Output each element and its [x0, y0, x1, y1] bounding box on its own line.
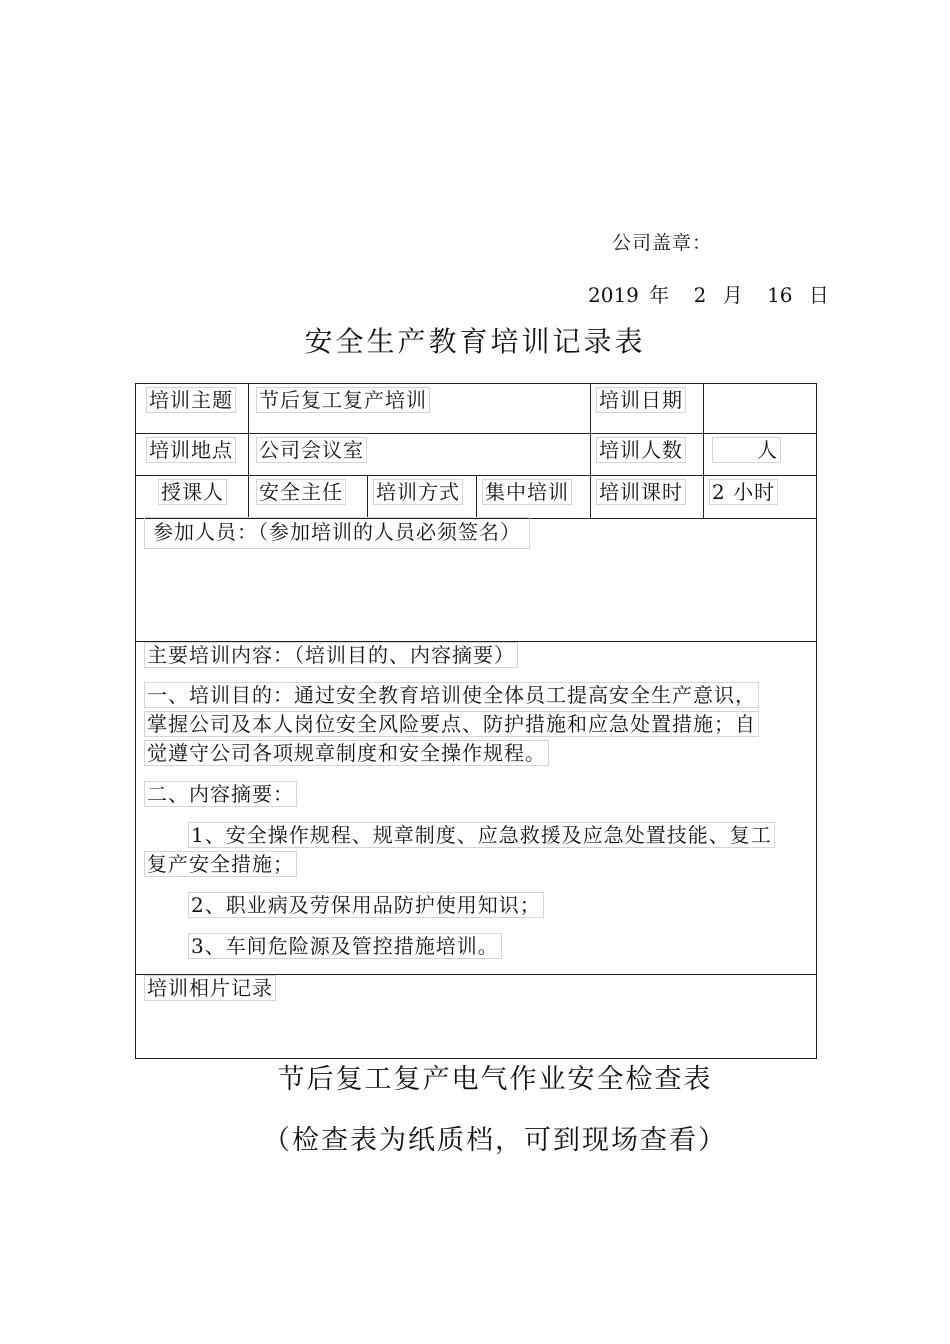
date-year: 2019 [588, 283, 639, 307]
purpose-line-1: 一、培训目的：通过安全教育培训使全体员工提高安全生产意识， [144, 681, 759, 709]
summary-item-1-line-2: 复产安全措施； [144, 850, 297, 878]
summary-item-3: 3、车间危险源及管控措施培训。 [188, 932, 502, 960]
date-month-unit: 月 [722, 283, 743, 307]
checklist-title: 节后复工复产电气作业安全检查表 [277, 1064, 713, 1095]
training-date-label: 培训日期 [596, 384, 686, 413]
date-month: 2 [693, 283, 707, 307]
summary-heading: 二、内容摘要： [144, 780, 297, 808]
training-record-table [135, 383, 817, 1059]
photos-label: 培训相片记录 [144, 974, 276, 1002]
purpose-line-2: 掌握公司及本人岗位安全风险要点、防护措施和应急处置措施；自 [144, 710, 759, 738]
location-value: 公司会议室 [256, 434, 367, 463]
location-label: 培训地点 [146, 434, 236, 463]
column-divider [248, 384, 249, 518]
attendee-count-unit: 人 [712, 434, 781, 463]
participants-label: 参加人员：（参加培训的人员必须签名） [144, 516, 530, 545]
topic-value: 节后复工复产培训 [256, 384, 430, 413]
purpose-line-3: 觉遵守公司各项规章制度和安全操作规程。 [144, 739, 549, 767]
content-heading: 主要培训内容：（培训目的、内容摘要） [144, 641, 518, 669]
page-title: 安全生产教育培训记录表 [304, 325, 646, 358]
column-divider [367, 475, 368, 518]
hours-label: 培训课时 [596, 476, 686, 505]
company-seal-label: 公司盖章： [612, 232, 713, 254]
date-year-unit: 年 [649, 283, 670, 307]
column-divider [590, 384, 591, 518]
document-date [588, 279, 829, 308]
summary-item-1-line-1: 1、安全操作规程、规章制度、应急救援及应急处置技能、复工 [188, 821, 775, 849]
lecturer-label: 授课人 [158, 476, 227, 505]
column-divider [476, 475, 477, 518]
summary-item-2: 2、职业病及劳保用品防护使用知识； [188, 891, 544, 919]
checklist-note: （检查表为纸质档，可到现场查看） [263, 1125, 727, 1156]
date-day: 16 [767, 283, 793, 307]
topic-label: 培训主题 [146, 384, 236, 413]
date-day-unit: 日 [808, 283, 829, 307]
column-divider [703, 384, 704, 518]
attendee-count-label: 培训人数 [596, 434, 686, 463]
method-value: 集中培训 [482, 476, 572, 505]
method-label: 培训方式 [373, 476, 463, 505]
hours-value: 2 小时 [709, 476, 778, 505]
lecturer-value: 安全主任 [256, 476, 346, 505]
